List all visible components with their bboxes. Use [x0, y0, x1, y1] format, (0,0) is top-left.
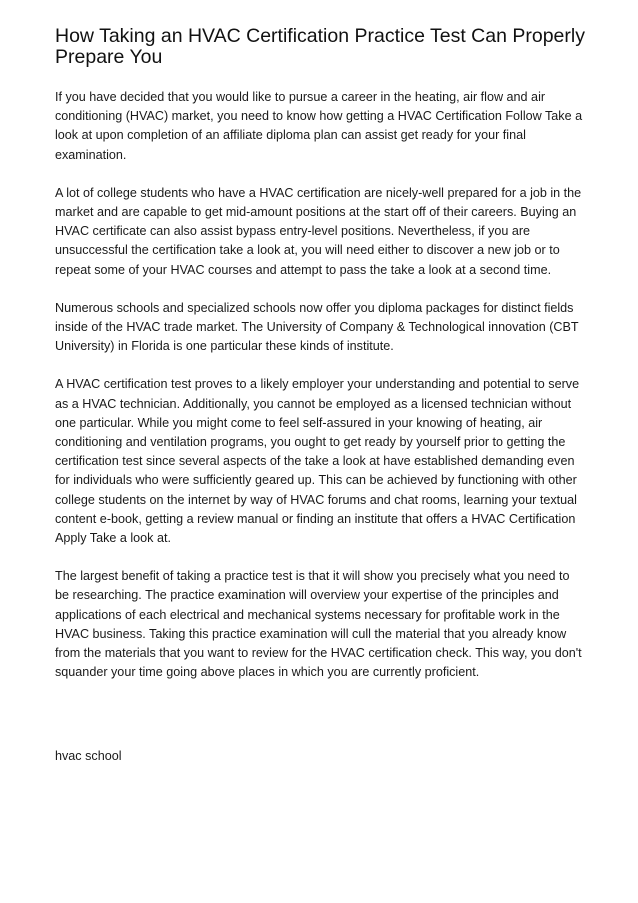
footer-tag: hvac school	[55, 749, 122, 763]
paragraph-2: A lot of college students who have a HVAC certification are nicely-well prepared for a job in the market and are capable to get mid-amount positions at the start off of their careers. Buying an HVAC certificate can also assist bypass entry-level positions. Nevertheless, if you are unsuccessful the certification take a look at, you will need either to discover a new job or to repeat some of your HVAC courses and attempt to pass the take a look at a second time.	[55, 185, 582, 277]
paragraph-3: Numerous schools and specialized schools now offer you diploma packages for distinct fields inside of the HVAC trade market. The University of Company & Technological innovation (CBT University) in Florida is one particular these kinds of institute.	[55, 300, 579, 354]
page-title: How Taking an HVAC Certification Practice Test Can Properly Prepare You	[55, 25, 585, 68]
paragraph-4: A HVAC certification test proves to a likely employer your understanding and potential to serve as a HVAC technician. Additionally, you cannot be employed as a licensed technician without one particular. While you might come to feel self-assured in your knowing of heating, air conditioning and ventilation programs, you ought to get ready by yourself prior to getting the certification test since several aspects of the take a look at have established demanding even for individuals who were sufficiently geared up. This can be achieved by functioning with other college students on the internet by way of HVAC forums and chat rooms, learning your textual content e-book, getting a review manual or finding an institute that offers a HVAC Certification Apply Take a look at.	[55, 377, 580, 546]
paragraph-1: If you have decided that you would like to pursue a career in the heating, air flow and air conditioning (HVAC) market, you need to know how getting a HVAC Certification Follow Take a look at upon completion of an affiliate diploma plan can assist get ready for your final examination.	[55, 90, 583, 162]
document-body	[55, 26, 587, 701]
paragraph-5: The largest benefit of taking a practice test is that it will show you precisely what you need to be researching. The practice examination will overview your expertise of the principles and applications of each electrical and mechanical systems necessary for profitable work in the HVAC business. Taking this practice examination will cull the material that you already know from the materials that you want to review for the HVAC certification check. This way, you don't squander your time going above places in which you are currently proficient.	[55, 569, 582, 680]
